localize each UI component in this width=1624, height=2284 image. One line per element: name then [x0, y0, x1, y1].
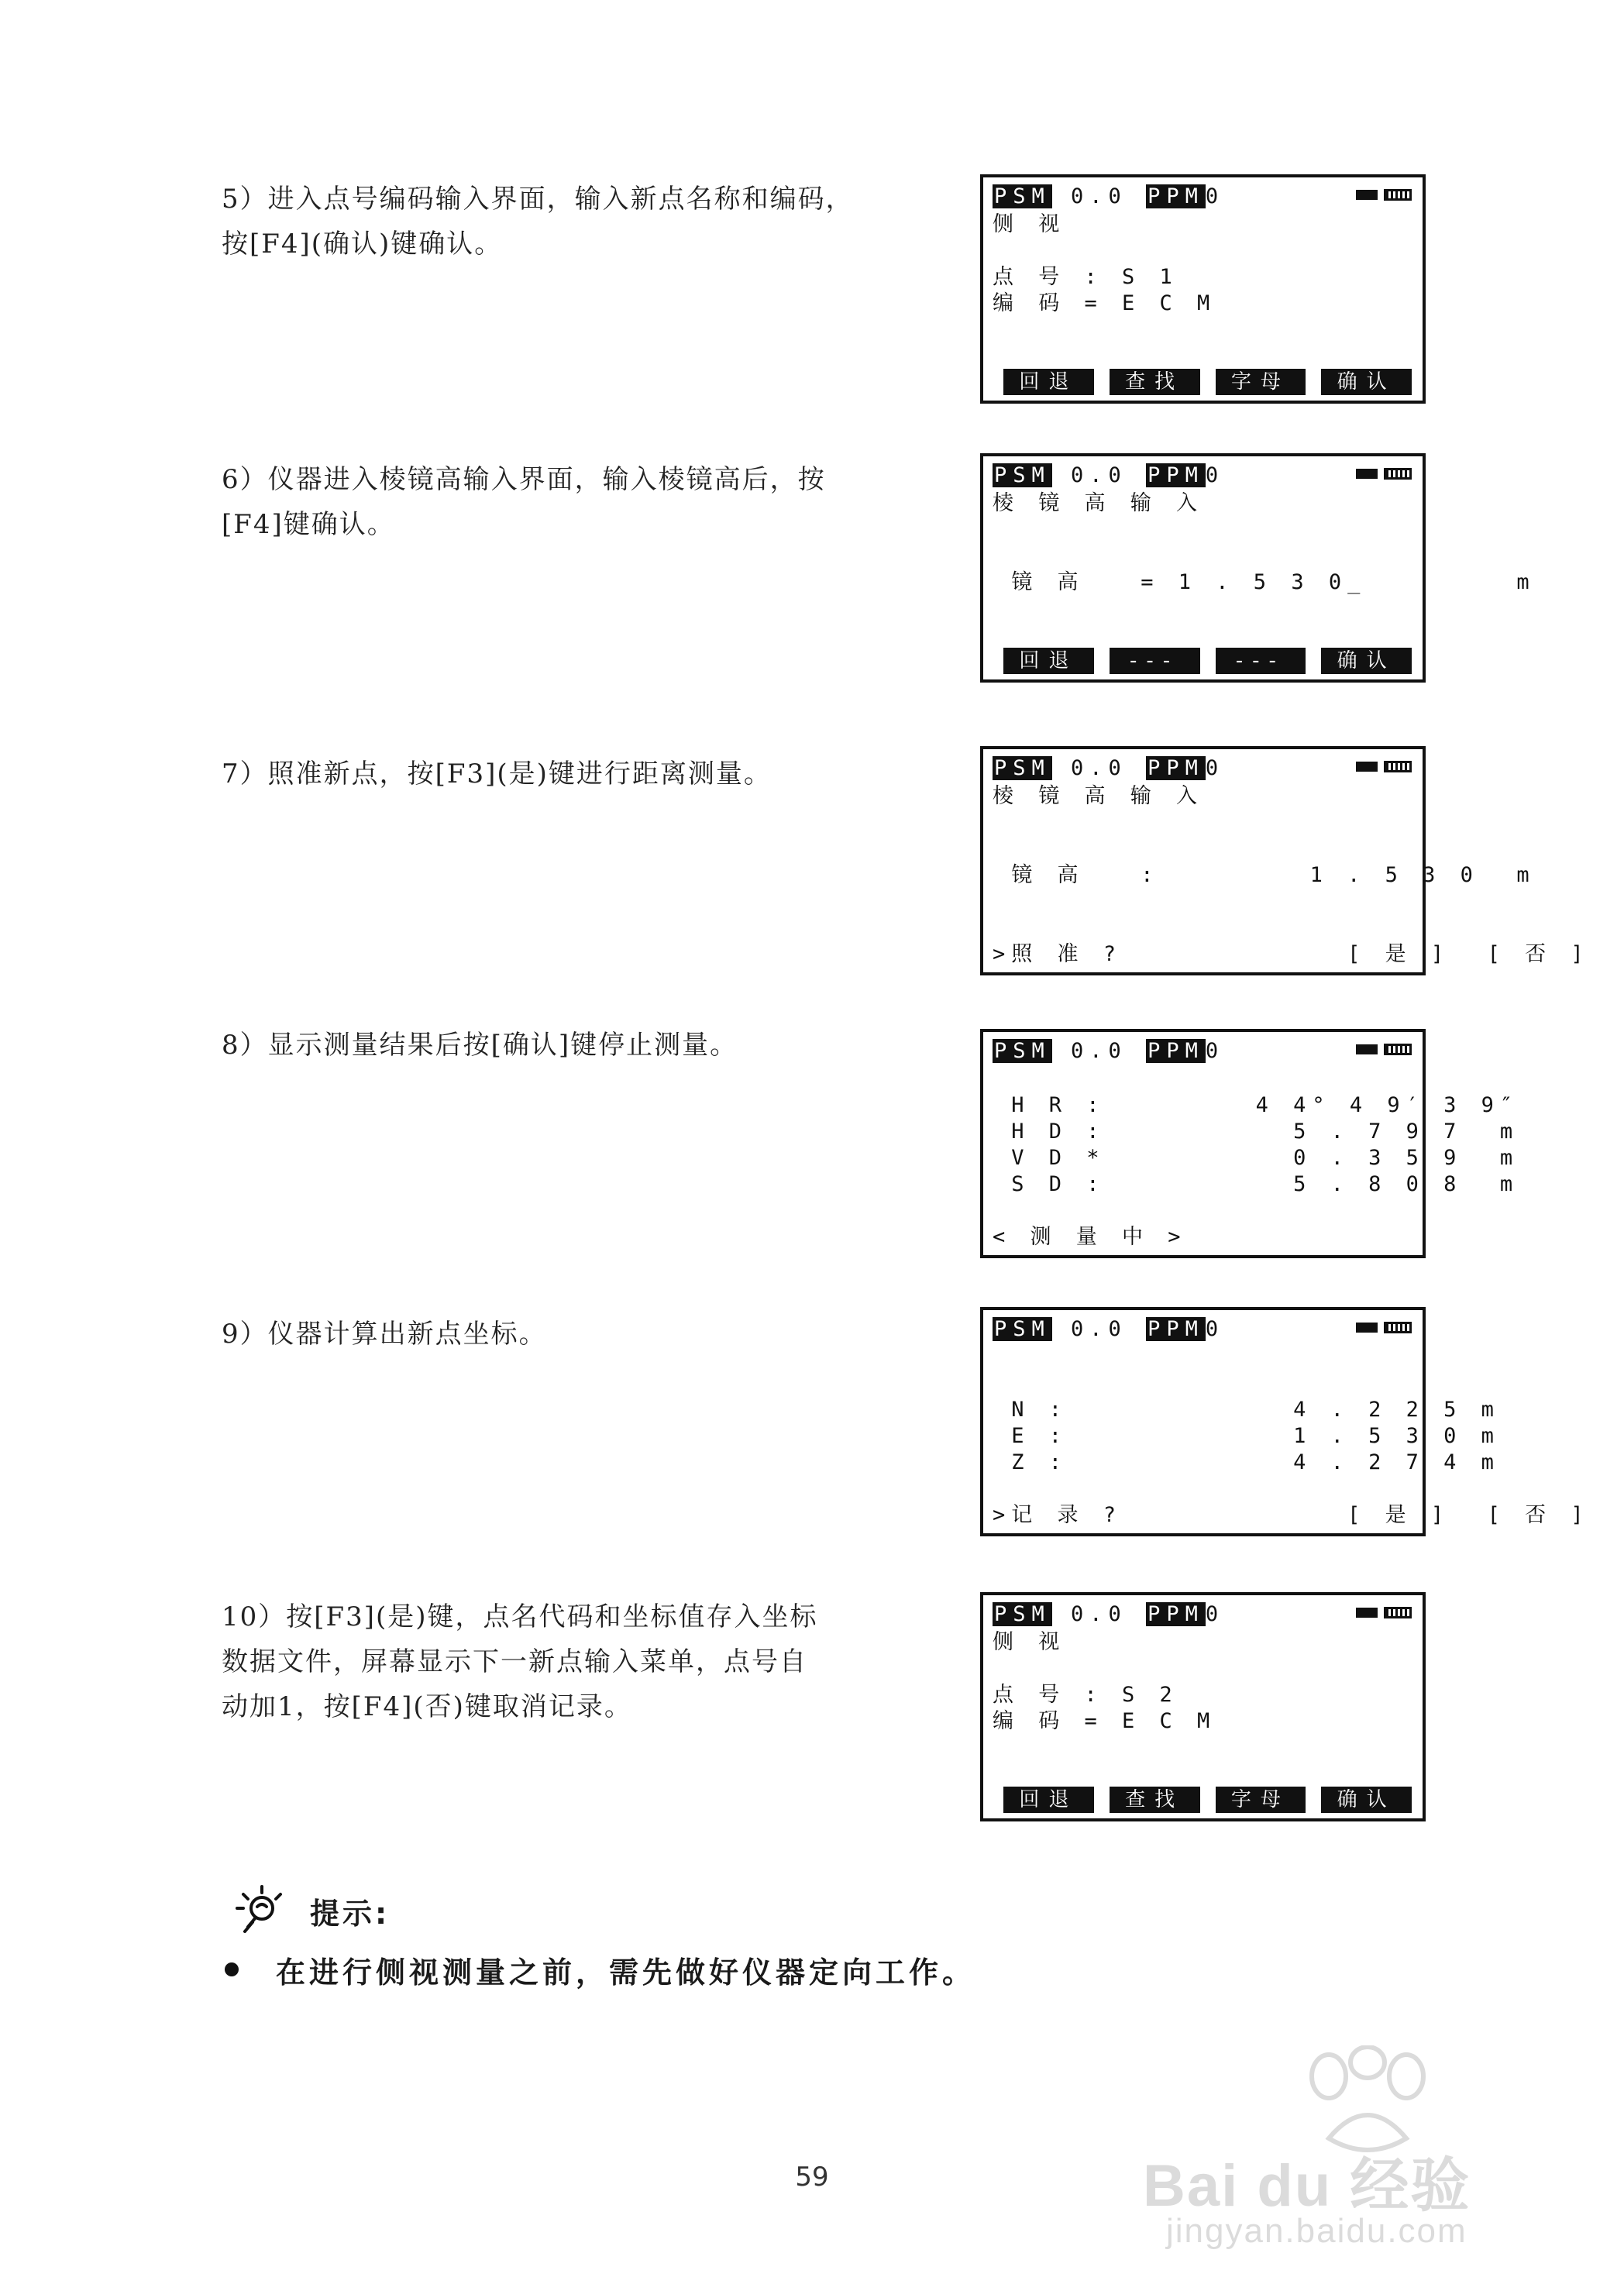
battery-icon: [1356, 761, 1412, 772]
step-text-line: 按[F4](确认)键确认。: [222, 229, 503, 260]
screen-prism-height-input: [980, 453, 1536, 683]
step-text-line: 6）仪器进入棱镜高输入界面，输入棱镜高后，按: [222, 464, 826, 495]
bullet-icon: [225, 1962, 239, 1976]
softkey-alpha[interactable]: 字母: [1216, 1787, 1306, 1813]
step-text-line: 10）按[F3](是)键，点名代码和坐标值存入坐标: [222, 1601, 818, 1632]
softkey-confirm[interactable]: 确认: [1321, 1787, 1412, 1813]
tip-text: 在进行侧视测量之前，需先做好仪器定向工作。: [276, 1956, 976, 1990]
screen-line: N : 4 . 2 2 5 m: [993, 1398, 1500, 1422]
screen-line: 点 号 : S 1: [993, 265, 1178, 289]
screen-next-point-input: [980, 1592, 1426, 1821]
softkey-bar: [1003, 648, 1412, 674]
softkey-back[interactable]: 回退: [1003, 648, 1094, 674]
screen-line: 编 码 = E C M: [993, 291, 1216, 315]
screen-line: H D : 5 . 7 9 7 m: [993, 1120, 1519, 1144]
status-bar: PSM 0.0 PPM0: [994, 1039, 1225, 1063]
step-6-text: [222, 457, 919, 547]
softkey-empty[interactable]: ---: [1216, 648, 1306, 674]
screen-prompt-line: >照 准 ? [ 是 ] [ 否 ]: [993, 942, 1590, 966]
lightbulb-icon: [225, 1879, 294, 1941]
watermark-url: jingyan.baidu.com: [1166, 2212, 1467, 2250]
screen-line: 棱 镜 高 输 入: [993, 784, 1204, 808]
tip-title: 提示:: [310, 1897, 391, 1931]
step-5-text: [222, 177, 919, 267]
screen-point-code-input: [980, 174, 1426, 404]
status-bar: PSM 0.0 PPM0: [994, 756, 1225, 780]
softkey-back[interactable]: 回退: [1003, 1787, 1094, 1813]
step-text-line: 5）进入点号编码输入界面，输入新点名称和编码，: [222, 184, 854, 215]
step-10-text: [222, 1594, 919, 1729]
softkey-alpha[interactable]: 字母: [1216, 369, 1306, 395]
battery-icon: [1356, 1044, 1412, 1055]
step-9-text: [222, 1312, 919, 1357]
step-8-text: [222, 1023, 919, 1068]
screen-line: H R : 4 4° 4 9′ 3 9″: [993, 1093, 1519, 1117]
softkey-back[interactable]: 回退: [1003, 369, 1094, 395]
screen-line: Z : 4 . 2 7 4 m: [993, 1450, 1500, 1474]
battery-icon: [1356, 189, 1412, 201]
screen-line: 侧 视: [993, 1630, 1066, 1654]
screen-line: V D * 0 . 3 5 9 m: [993, 1146, 1519, 1170]
battery-icon: [1356, 468, 1412, 480]
screen-line: 编 码 = E C M: [993, 1709, 1216, 1733]
step-text-line: 数据文件，屏幕显示下一新点输入菜单，点号自: [222, 1646, 807, 1677]
screen-measurement-result: [980, 1029, 1519, 1258]
softkey-find[interactable]: 查找: [1110, 369, 1200, 395]
screen-line: 镜 高 = 1 . 5 3 0_ m: [993, 570, 1536, 594]
softkey-confirm[interactable]: 确认: [1321, 369, 1412, 395]
step-text-line: [F4]键确认。: [222, 509, 395, 540]
step-text-line: 9）仪器计算出新点坐标。: [222, 1319, 547, 1350]
step-text-line: 动加1，按[F4](否)键取消记录。: [222, 1691, 632, 1722]
status-bar: PSM 0.0 PPM0: [994, 463, 1225, 487]
screen-prompt-line: < 测 量 中 >: [993, 1225, 1187, 1249]
step-text-line: 7）照准新点，按[F3](是)键进行距离测量。: [222, 758, 772, 789]
screen-line: 棱 镜 高 输 入: [993, 491, 1204, 515]
softkey-find[interactable]: 查找: [1110, 1787, 1200, 1813]
battery-icon: [1356, 1322, 1412, 1333]
softkey-bar: [1003, 369, 1412, 395]
screen-line: 点 号 : S 2: [993, 1683, 1178, 1707]
battery-icon: [1356, 1607, 1412, 1618]
screen-line: E : 1 . 5 3 0 m: [993, 1424, 1500, 1448]
watermark-brand: Bai du 经验: [1143, 2153, 1471, 2219]
screen-line: 镜 高 : 1 . 5 3 0 m: [993, 863, 1536, 887]
baidu-jingyan-watermark: [1143, 2045, 1577, 2255]
status-bar: PSM 0.0 PPM0: [994, 1602, 1225, 1626]
screen-prompt-line: >记 录 ? [ 是 ] [ 否 ]: [993, 1503, 1590, 1527]
status-bar: PSM 0.0 PPM0: [994, 184, 1225, 208]
softkey-empty[interactable]: ---: [1110, 648, 1200, 674]
screen-line: 侧 视: [993, 212, 1066, 236]
page-number: 59: [795, 2162, 829, 2193]
softkey-confirm[interactable]: 确认: [1321, 648, 1412, 674]
screen-line: S D : 5 . 8 0 8 m: [993, 1172, 1519, 1196]
step-7-text: [222, 752, 919, 796]
step-text-line: 8）显示测量结果后按[确认]键停止测量。: [222, 1030, 738, 1061]
screen-new-point-coordinates: [980, 1307, 1590, 1536]
screen-sight-confirm: [980, 746, 1590, 975]
softkey-bar: [1003, 1787, 1412, 1813]
status-bar: PSM 0.0 PPM0: [994, 1317, 1225, 1341]
